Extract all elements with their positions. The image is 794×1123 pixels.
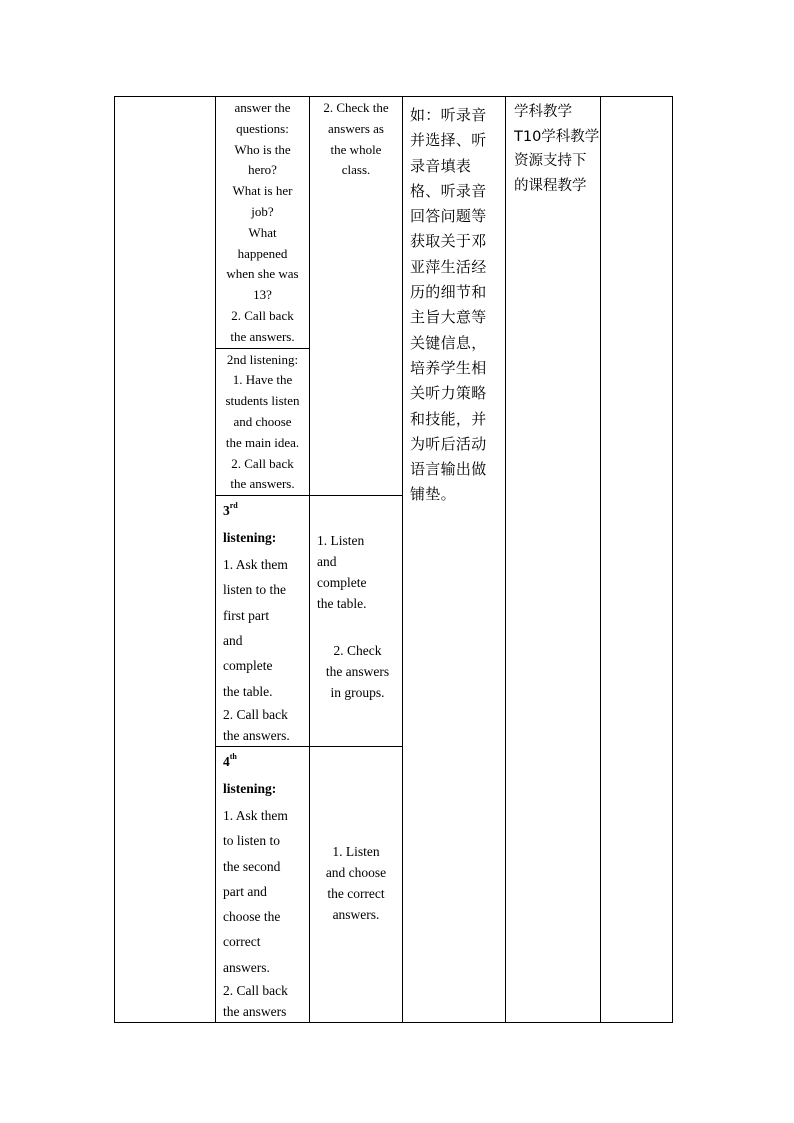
text-line: 2. Check [333, 643, 382, 659]
text-line: 格、听录音 [410, 181, 487, 200]
text-line: and choose [233, 413, 292, 429]
text-line: the whole [330, 141, 382, 157]
text-line: when she was [226, 266, 299, 282]
text-line: correct [223, 934, 261, 950]
text-line: answers. [223, 959, 270, 975]
text-line: 如：听录音 [410, 106, 487, 124]
text-line: and [223, 633, 243, 649]
text-line: class. [341, 162, 371, 178]
text-line: happened [237, 245, 288, 261]
text-line: the correct [327, 885, 385, 901]
text-line: 13? [253, 287, 272, 303]
text-line: complete [223, 658, 273, 674]
text-line: job? [251, 203, 274, 219]
text-line: 2. Check the [323, 100, 389, 115]
text-line: part and [223, 883, 267, 899]
text-line: 回答问题等 [410, 207, 487, 226]
text-line: the answers. [230, 476, 295, 492]
text-line: to listen to [223, 833, 280, 849]
text-line: 获取关于邓 [410, 232, 487, 251]
listening-heading-word: listening: [223, 530, 277, 546]
text-line: students listen [225, 393, 300, 409]
text-line: the answers [223, 1004, 287, 1019]
text-line: listen to the [223, 582, 286, 598]
text-line: 关键信息， [410, 333, 487, 352]
text-line: the table. [223, 683, 273, 699]
text-line: 和技能，并 [410, 409, 487, 428]
text-line: 资源支持下 [514, 153, 587, 169]
text-line: and [317, 554, 337, 570]
text-line: 学科教学 [514, 104, 572, 120]
teacher-activity-cell [216, 97, 310, 349]
text-line: the answers. [230, 328, 295, 344]
student-activity-cell [310, 746, 403, 1022]
purpose-cell [403, 97, 506, 1023]
text-line: first part [223, 607, 270, 623]
text-line: 1. Listen [332, 843, 380, 859]
teacher-activity-cell [216, 496, 310, 747]
text-line: answers. [332, 906, 380, 922]
text-line: 为听后活动 [410, 434, 487, 453]
text-line: T10学科教学 [514, 128, 600, 145]
listening-heading-word: listening: [223, 780, 277, 796]
lesson-plan-table [114, 96, 673, 1023]
text-line: answers as [328, 120, 384, 136]
text-line: 2. Call back [223, 983, 288, 998]
teacher-activity-cell [216, 746, 310, 1022]
text-line: Who is the [234, 141, 291, 157]
text-line: 2. Call back [231, 307, 294, 323]
text-line: 培养学生相 [410, 358, 487, 377]
text-line: and choose [325, 864, 387, 880]
text-line: 亚萍生活经 [410, 257, 487, 276]
text-line: 2. Call back [223, 706, 288, 722]
text-line: 1. Ask them [223, 807, 288, 823]
text-line: 历的细节和 [410, 283, 487, 302]
text-line: 的课程教学 [514, 177, 587, 194]
text-line: hero? [248, 162, 277, 178]
text-line: 2nd listening: [226, 351, 299, 367]
text-line: 铺垫。 [410, 485, 456, 504]
text-line: answer the [234, 100, 291, 115]
listening-heading: 4th [223, 751, 237, 769]
text-line: the main idea. [225, 434, 300, 450]
text-line: What is her [232, 183, 293, 199]
text-line: 录音填表 [410, 156, 472, 175]
text-line: 语言输出做 [410, 460, 487, 479]
student-activity-cell [310, 496, 403, 747]
teacher-activity-cell [216, 348, 310, 496]
text-line: 关听力策略 [410, 384, 487, 403]
resource-cell [506, 97, 601, 1023]
stage-cell [115, 97, 216, 1023]
table-row [115, 97, 673, 349]
text-line: 1. Listen [317, 533, 365, 549]
text-line: choose the [223, 909, 281, 925]
notes-cell [601, 97, 673, 1023]
text-line: 1. Ask them [223, 557, 288, 573]
text-line: the answers. [223, 727, 290, 743]
listening-heading: 3rd [223, 501, 238, 519]
text-line: in groups. [330, 685, 385, 701]
text-line: questions: [236, 120, 289, 136]
text-line: 1. Have the [232, 372, 293, 388]
text-line: the table. [317, 596, 367, 612]
text-line: 并选择、听 [410, 131, 487, 150]
student-activity-cell [310, 97, 403, 496]
text-line: 2. Call back [231, 455, 294, 471]
text-line: 主旨大意等 [410, 308, 487, 327]
text-line: the answers [325, 664, 390, 680]
text-line: the second [223, 858, 281, 874]
text-line: complete [317, 575, 367, 591]
text-line: What [248, 224, 277, 240]
